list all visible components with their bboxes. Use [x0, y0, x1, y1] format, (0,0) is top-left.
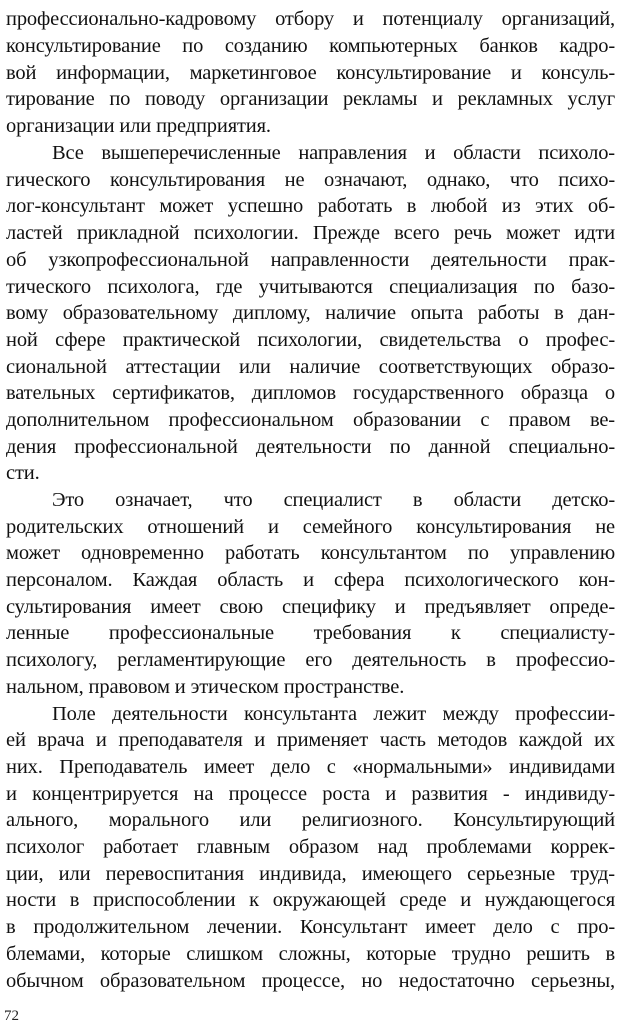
text-line: дения профессиональной деятельности по данной специально- — [6, 436, 615, 458]
text-line: ленные профессиональные требования к специалисту- — [6, 622, 615, 644]
text-line: сти. — [6, 462, 40, 484]
text-line: в продолжительном лечении. Консультант имеет дело с про- — [6, 916, 615, 938]
text-line: ной сфере практической психологии, свидетельства о профес- — [6, 329, 615, 351]
text-line: тирование по поводу организации рекламы и рекламных услуг — [6, 88, 615, 110]
text-line: ластей прикладной психологии. Прежде всего речь может идти — [6, 222, 615, 244]
text-line: них. Преподаватель имеет дело с «нормальными» индивидами — [6, 756, 615, 778]
text-line: сультирования имеет свою специфику и предъявляет опреде- — [6, 596, 615, 618]
text-line: ей врача и преподавателя и применяет часть методов каждой их — [6, 729, 615, 751]
text-line: Все вышеперечисленные направления и области психоло- — [52, 142, 615, 164]
text-line: психологу, регламентирующие его деятельность в профессио- — [6, 649, 615, 671]
text-line: персоналом. Каждая область и сфера психологического кон- — [6, 569, 615, 591]
text-line: вательных сертификатов, дипломов государственного образца о — [6, 382, 615, 404]
text-line: ции, или перевоспитания индивида, имеющего серьезные труд- — [6, 863, 615, 885]
text-line: консультирование по созданию компьютерных банков кадро- — [6, 35, 615, 57]
text-line: об узкопрофессиональной направленности деятельности прак- — [6, 249, 615, 271]
text-line: гического консультирования не означают, однако, что психо- — [6, 169, 615, 191]
text-line: может одновременно работать консультантом по управлению — [6, 542, 615, 564]
text-line: ального, морального или религиозного. Консультирующий — [6, 809, 615, 831]
text-line: профессионально-кадровому отбору и потенциалу организаций, — [6, 8, 615, 30]
text-line: сиональной аттестации или наличие соответствующих образо- — [6, 356, 615, 378]
text-line: обычном образовательном процессе, но недостаточно серьезны, — [6, 970, 615, 992]
text-line: Это означает, что специалист в области детско- — [52, 489, 615, 511]
text-line: вому образовательному диплому, наличие опыта работы в дан- — [6, 302, 615, 324]
text-line: Поле деятельности консультанта лежит между профессии- — [52, 703, 615, 725]
text-line: нальном, правовом и этическом пространстве. — [6, 676, 405, 698]
text-line: родительских отношений и семейного консультирования не — [6, 516, 615, 538]
text-line: вой информации, маркетинговое консультирование и консуль- — [6, 62, 615, 84]
text-line: дополнительном профессиональном образовании с правом ве- — [6, 409, 615, 431]
text-line: и концентрируется на процессе роста и развития - индивиду- — [6, 783, 615, 805]
text-line: психолог работает главным образом над проблемами коррек- — [6, 836, 615, 858]
text-line: ности в приспособлении к окружающей среде и нуждающегося — [6, 889, 615, 911]
page-number: 72 — [4, 1008, 19, 1024]
text-line: блемами, которые слишком сложны, которые трудно решить в — [6, 943, 615, 965]
text-line: тического психолога, где учитываются специализация по базо- — [6, 276, 615, 298]
text-line: организации или предприятия. — [6, 115, 271, 137]
text-line: лог-консультант может успешно работать в любой из этих об- — [6, 195, 615, 217]
